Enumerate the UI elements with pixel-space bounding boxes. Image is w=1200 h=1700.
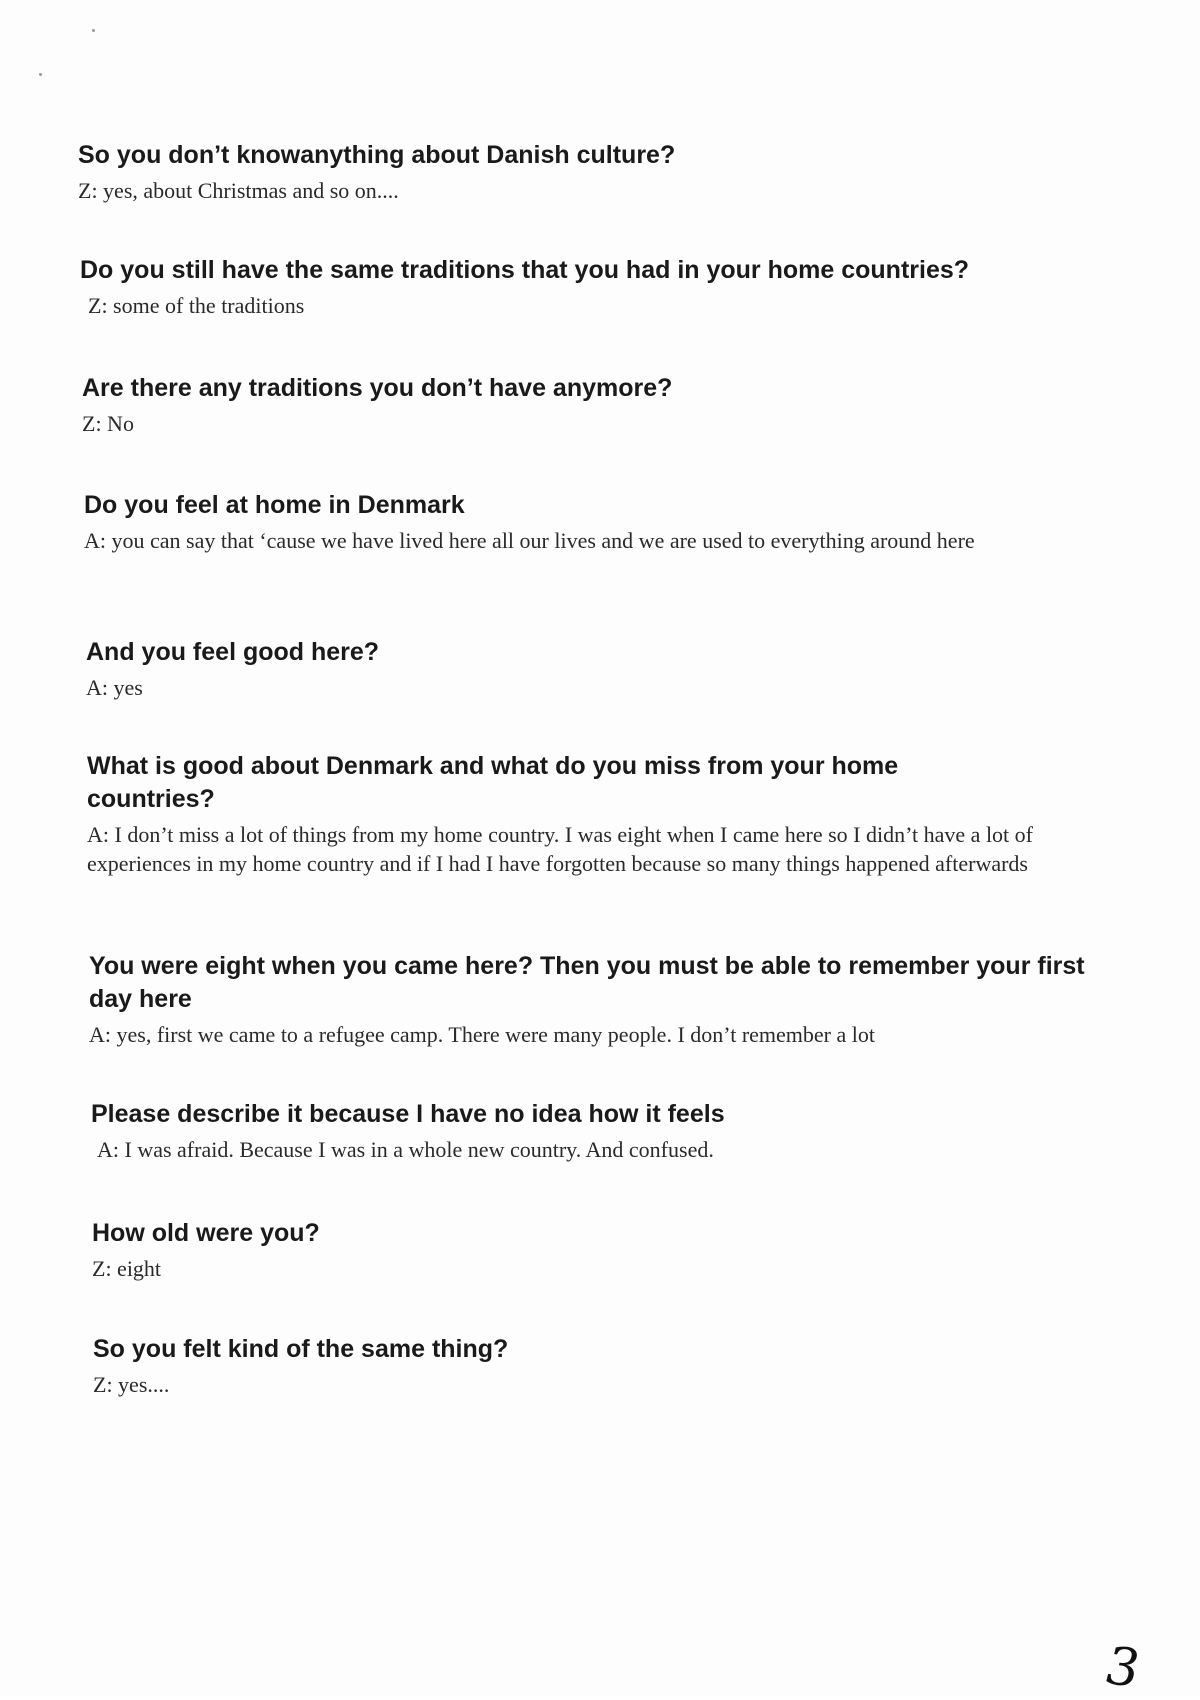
answer: A: yes, first we came to a refugee camp. There were many people. I don’t remember a lot bbox=[89, 1022, 875, 1047]
qa-item bbox=[93, 1333, 1093, 1399]
answer: Z: yes, about Christmas and so on.... bbox=[78, 178, 399, 203]
answer: Z: No bbox=[82, 411, 134, 436]
answer: A: I don’t miss a lot of things from my home country. I was eight when I came here so I didn’t have a lot of experiences in my home country and if I had I have forgotten because so many things happened afterwards bbox=[87, 822, 1033, 876]
question: So you felt kind of the same thing? bbox=[93, 1335, 509, 1363]
qa-item bbox=[92, 1217, 1092, 1283]
answer: Z: eight bbox=[92, 1256, 162, 1281]
answer: Z: yes.... bbox=[93, 1372, 170, 1397]
question: What is good about Denmark and what do you miss from your home countries? bbox=[87, 752, 899, 813]
question: Do you still have the same traditions that you had in your home countries? bbox=[80, 256, 970, 284]
qa-item bbox=[86, 636, 1086, 702]
qa-item bbox=[91, 1098, 1091, 1164]
qa-item bbox=[84, 489, 1084, 555]
question: You were eight when you came here? Then you must be able to remember your first day here bbox=[89, 952, 1085, 1013]
qa-item bbox=[82, 372, 1082, 438]
qa-item bbox=[89, 950, 1089, 1049]
answer: A: yes bbox=[86, 675, 143, 700]
qa-item bbox=[78, 139, 1078, 205]
question: Do you feel at home in Denmark bbox=[84, 491, 465, 519]
qa-item bbox=[80, 254, 1080, 320]
question: How old were you? bbox=[92, 1219, 320, 1247]
page-number: 3 bbox=[1098, 1636, 1147, 1700]
scan-speck bbox=[39, 73, 42, 76]
question: Are there any traditions you don’t have anymore? bbox=[82, 374, 673, 402]
question: Please describe it because I have no idea how it feels bbox=[91, 1100, 725, 1128]
answer: A: you can say that ‘cause we have lived here all our lives and we are used to everything around here bbox=[84, 528, 975, 553]
qa-item bbox=[87, 750, 1067, 878]
question: So you don’t knowanything about Danish culture? bbox=[78, 141, 676, 169]
scan-speck bbox=[92, 29, 95, 32]
answer: A: I was afraid. Because I was in a whole new country. And confused. bbox=[97, 1137, 714, 1162]
question: And you feel good here? bbox=[86, 638, 380, 666]
answer: Z: some of the traditions bbox=[88, 293, 305, 318]
